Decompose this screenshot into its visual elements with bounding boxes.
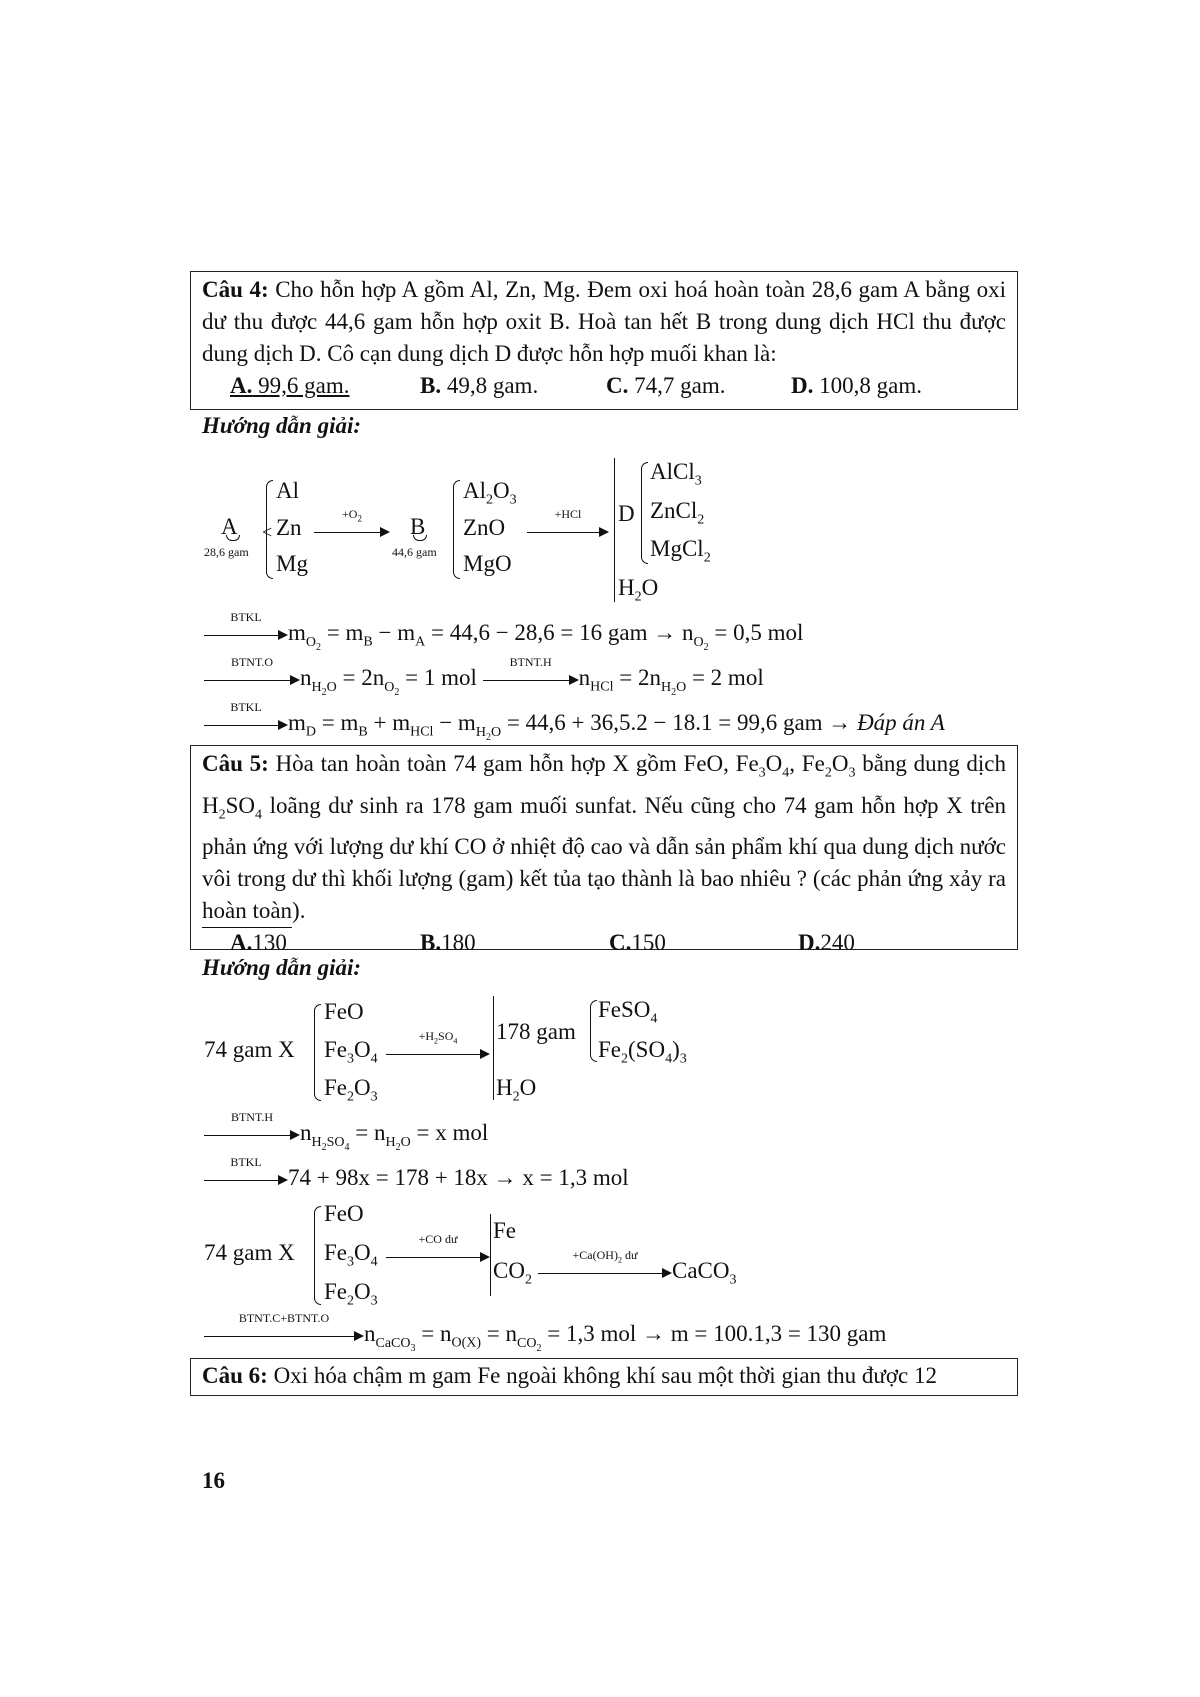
option-a[interactable]: A. 99,6 gam. (230, 373, 350, 398)
B-item-mgo: MgO (463, 551, 512, 576)
arrow-o2: $+O_2$ (314, 522, 390, 542)
A-mass: 28,6 gam (204, 545, 249, 559)
option-b[interactable]: B. 49,8 gam. (420, 373, 539, 398)
question-5-label: Câu 5: (202, 751, 269, 776)
B-mass: 44,6 gam (392, 545, 437, 559)
arrow-hcl: +HCl (527, 522, 609, 542)
arrow-h2so4: $+H_2SO_4$ (386, 1044, 490, 1064)
sol4-eq2: BTNT.O $n_{H_2O} = 2n_{O_2} = 1$ mol BTNT.H $n_{HCl} = 2n_{H_2O} = 2$ mol (204, 662, 764, 708)
option-c[interactable]: C. 74,7 gam. (606, 373, 726, 398)
sol5-eq1: BTNT.H $n_{H_2SO_4} = n_{H_2O} = x$ mol (204, 1117, 488, 1163)
sol5-eq3: BTNT.C+BTNT.O $n_{CaCO_3} = n_{O(X)} = n_{CO_2} = 1,3$ mol → m = 100.1,3 = 130 gam (204, 1318, 886, 1364)
solution-heading-4: Hướng dẫn giải: (202, 413, 362, 438)
B-item-zno: ZnO (463, 515, 506, 540)
B-label: B (410, 514, 426, 539)
option-d[interactable]: D. 100,8 gam. (791, 373, 922, 398)
page-number: 16 (202, 1468, 225, 1493)
question-4-text: Câu 4: Cho hỗn hợp A gồm Al, Zn, Mg. Đem oxi hoá hoàn toàn 28,6 gam A bằng oxi dư thu được 44,6 gam hỗn hợp oxit B. Hoà tan hết B trong dung dịch HCl thu được dung dịch D. Cô cạn dung dịch D được hỗn hợp muối khan là: (202, 277, 1006, 366)
D-label: D (618, 501, 635, 526)
A-item-zn: Zn (276, 515, 302, 540)
question-4-label: Câu 4: (202, 277, 269, 302)
option-d[interactable]: D.240 (798, 930, 855, 956)
option-b[interactable]: B.180 (420, 930, 476, 956)
option-a[interactable]: A.130 (230, 930, 287, 956)
D-item-mgcl2: MgCl$_2$ (650, 536, 711, 566)
D-item-h2o: $H_2O$ (618, 575, 659, 605)
salt-mass: 178 gam (496, 1019, 576, 1044)
question-4-box (190, 271, 1018, 410)
option-c[interactable]: C.150 (609, 930, 666, 956)
sol4-eq3: BTKL $m_D = m_B + m_{HCl} - m_{H_2O} = 44,6 + 36,5.2 - 18.1 = 99,6$ gam → Đáp án A (204, 707, 945, 753)
X-label: 74 gam X (204, 1037, 295, 1062)
D-item-zncl2: ZnCl$_2$ (650, 498, 705, 528)
question-6-box (190, 1358, 1018, 1396)
arrow-co: +CO dư (386, 1247, 490, 1267)
A-item-al: Al (276, 478, 299, 503)
question-4-options (202, 370, 1006, 402)
A-label: A (221, 514, 238, 539)
arrow-caoh2: $+Ca(OH)_2$ dư (538, 1263, 672, 1283)
sol4-eq1: BTKL $m_{O_2} = m_B - m_A = 44,6 - 28,6 = 16$ gam → $n_{O_2} = 0,5$ mol (204, 617, 803, 663)
A-item-mg: Mg (276, 551, 308, 576)
B-item-al2o3: $Al_2O_3$ (463, 478, 517, 508)
D-item-alcl3: AlCl$_3$ (650, 459, 702, 489)
solution-heading-5: Hướng dẫn giải: (202, 955, 362, 980)
question-5-box (190, 745, 1018, 956)
sol5-eq2: BTKL 74 + 98x = 178 + 18x → x = 1,3 mol (204, 1162, 629, 1194)
question-6-text: Câu 6: Oxi hóa chậm m gam Fe ngoài không khí sau một thời gian thu được 12 (202, 1363, 938, 1388)
question-5-text: Câu 5: Hòa tan hoàn toàn 74 gam hỗn hợp X gồm FeO, $Fe_3O_4$, $Fe_2O_3$ bằng dung dịch $H_2SO_4$ loãng dư sinh ra 178 gam muối sunfat. Nếu cũng cho 74 gam hỗn hợp X trên phản ứng với lượng dư khí CO ở nhiệt độ cao và dẫn sản phẩm khí qua dung dịch nước vôi trong dư thì khối lượng (gam) kết tủa tạo thành là bao nhiêu ? (các phản ứng xảy ra hoàn toàn). (202, 751, 1006, 924)
